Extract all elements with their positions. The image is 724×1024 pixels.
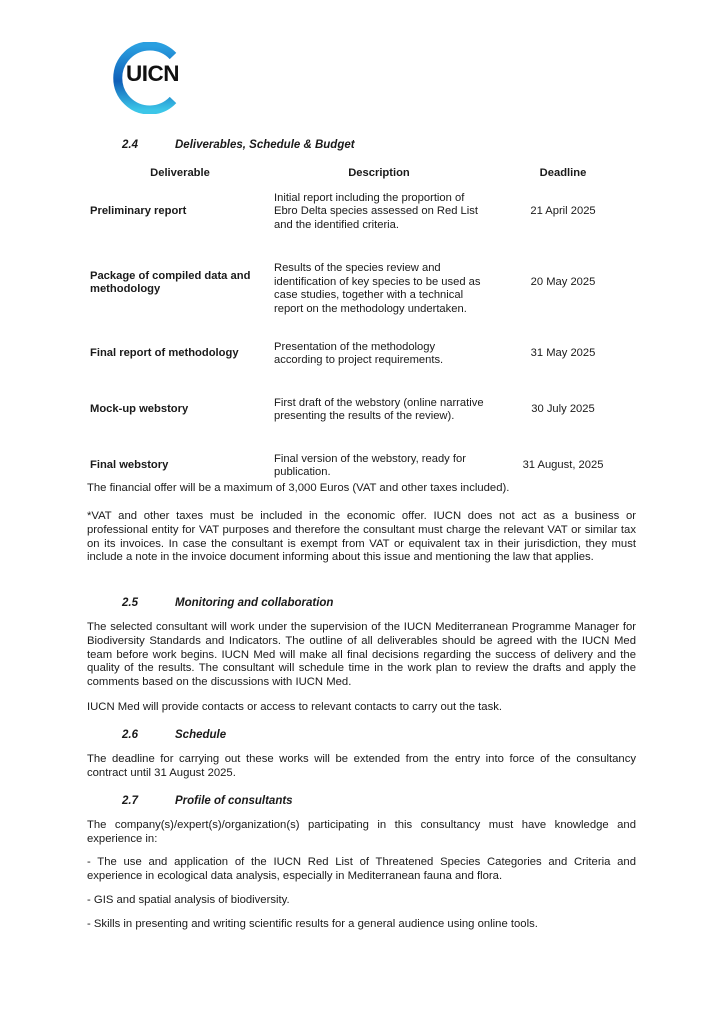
profile-item: - The use and application of the IUCN Red List of Threatened Species Categories and Criteria and experience in ecological data analysis, especially in Mediterranean fauna and flora. xyxy=(87,856,636,882)
section-title: Monitoring and collaboration xyxy=(175,597,334,609)
section-number: 2.7 xyxy=(122,795,138,807)
financial-offer-text: The financial offer will be a maximum of 3,000 Euros (VAT and other taxes included). xyxy=(87,482,510,494)
deadline-cell: 21 April 2025 xyxy=(530,205,596,218)
table-row xyxy=(86,184,642,240)
section-title: Profile of consultants xyxy=(175,795,293,807)
header-description: Description xyxy=(348,167,410,179)
table-row xyxy=(86,382,642,438)
section-title: Deliverables, Schedule & Budget xyxy=(175,139,355,151)
deadline-cell: 30 July 2025 xyxy=(531,403,595,416)
table-row xyxy=(86,326,642,382)
description-cell: First draft of the webstory (online narrative presenting the results of the review). xyxy=(274,396,484,422)
section-heading-2-4 xyxy=(122,139,355,151)
logo-text: UICN xyxy=(126,61,179,86)
monitoring-paragraph: The selected consultant will work under the supervision of the IUCN Mediterranean Programme Manager for Biodiversity Standards and Indicators. The outline of all deliverables should be agreed with the IUCN Med team before work begins. IUCN Med will make all final decisions regarding the success of delivery and the quality of the results. The consultant will schedule time in the work plan to review the drafts and apply the comments based on the discussions with IUCN Med. xyxy=(87,621,636,689)
description-cell: Results of the species review and identification of key species to be used as case studies, together with a technical report on the methodology undertaken. xyxy=(274,262,481,315)
deliverable-cell: Package of compiled data and methodology xyxy=(90,269,251,295)
deliverable-cell: Preliminary report xyxy=(90,205,187,218)
deliverable-cell: Mock-up webstory xyxy=(90,403,189,416)
section-number: 2.6 xyxy=(122,729,138,741)
section-number: 2.4 xyxy=(122,139,138,151)
contacts-paragraph: IUCN Med will provide contacts or access to relevant contacts to carry out the task. xyxy=(87,701,503,713)
deadline-cell: 31 August, 2025 xyxy=(522,459,604,472)
uicn-logo xyxy=(113,42,185,114)
description-cell: Final version of the webstory, ready for publication. xyxy=(274,452,466,478)
deadline-cell: 20 May 2025 xyxy=(530,276,596,289)
section-heading-2-6 xyxy=(122,729,226,741)
deliverable-cell: Final webstory xyxy=(90,459,169,472)
description-cell: Initial report including the proportion of Ebro Delta species assessed on Red List and the identified criteria. xyxy=(274,191,478,231)
header-deliverable: Deliverable xyxy=(150,167,210,179)
deliverable-cell: Final report of methodology xyxy=(90,347,239,360)
vat-note-text: *VAT and other taxes must be included in the economic offer. IUCN does not act as a business or professional entity for VAT purposes and therefore the consultant must charge the relevant VAT or similar tax on its invoices. In case the consultant is exempt from VAT or equivalent tax in their jurisdiction, they must include a note in the invoice document informing about this issue and mentioning the law that applies. xyxy=(87,510,636,564)
deadline-cell: 31 May 2025 xyxy=(530,347,596,360)
schedule-paragraph: The deadline for carrying out these works will be extended from the entry into force of the consultancy contract until 31 August 2025. xyxy=(87,753,636,779)
header-deadline: Deadline xyxy=(539,167,587,179)
profile-item: - GIS and spatial analysis of biodiversity. xyxy=(87,894,290,906)
profile-item: - Skills in presenting and writing scientific results for a general audience using online tools. xyxy=(87,918,538,930)
section-number: 2.5 xyxy=(122,597,138,609)
deliverables-table xyxy=(86,166,642,494)
table-header-row xyxy=(86,166,642,184)
profile-intro: The company(s)/expert(s)/organization(s) participating in this consultancy must have knowledge and experience in: xyxy=(87,819,636,845)
section-heading-2-5 xyxy=(122,597,333,609)
section-heading-2-7 xyxy=(122,795,293,807)
table-row xyxy=(86,240,642,326)
description-cell: Presentation of the methodology according to project requirements. xyxy=(274,340,444,366)
section-title: Schedule xyxy=(175,729,227,741)
